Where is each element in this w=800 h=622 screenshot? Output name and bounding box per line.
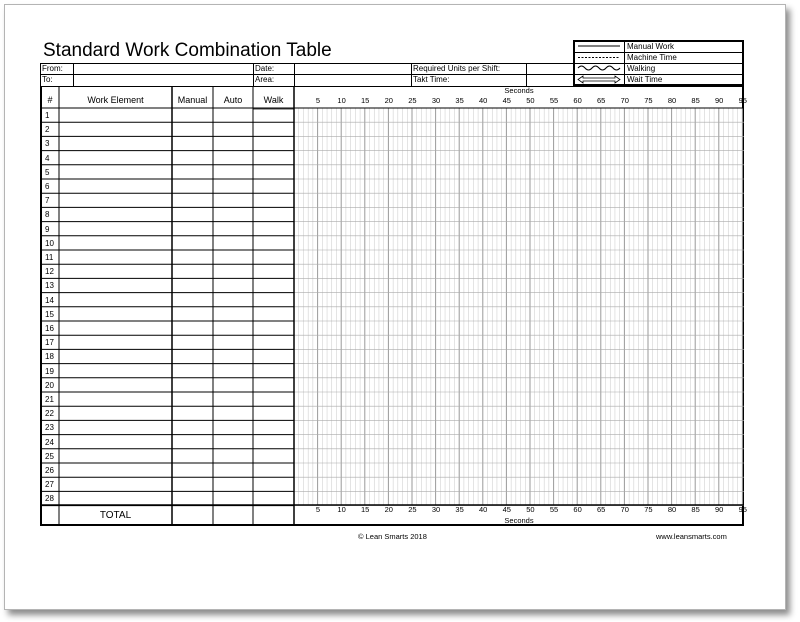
time-tick-label: 20 <box>384 96 393 105</box>
time-tick-label: 95 <box>738 96 747 105</box>
time-tick-label: 45 <box>502 96 511 105</box>
row-number: 26 <box>45 466 54 475</box>
time-tick-label: 55 <box>549 505 559 514</box>
total-label: TOTAL <box>99 510 132 521</box>
row-number: 13 <box>45 281 54 291</box>
legend-wait-time: Wait Time <box>627 75 663 84</box>
legend-walking: Walking <box>627 64 656 73</box>
time-tick-label: 50 <box>526 505 535 514</box>
row-number: 4 <box>45 153 50 163</box>
time-tick-label: 65 <box>597 96 606 105</box>
time-tick-label: 30 <box>431 505 441 514</box>
time-tick-label: 35 <box>455 96 464 105</box>
row-number: 8 <box>45 210 50 220</box>
row-number: 25 <box>45 451 54 461</box>
row-number: 10 <box>45 238 54 248</box>
row-number: 20 <box>45 380 54 390</box>
row-number: 9 <box>45 224 50 234</box>
legend-manual-work: Manual Work <box>627 42 674 51</box>
time-tick-label: 5 <box>315 96 321 105</box>
legend-machine-time: Machine Time <box>627 53 677 62</box>
time-tick-label: 60 <box>573 505 582 514</box>
row-number: 2 <box>45 125 50 135</box>
column-header-number: # <box>47 95 53 105</box>
row-number: 7 <box>45 196 50 206</box>
column-header-walk: Walk <box>263 95 284 105</box>
row-number: 14 <box>45 295 54 305</box>
row-number: 21 <box>45 395 54 404</box>
row-number: 15 <box>45 309 54 319</box>
time-tick-label: 80 <box>667 505 677 514</box>
time-tick-label: 85 <box>691 96 700 105</box>
footer-website[interactable]: www.leansmarts.com <box>656 532 727 541</box>
row-number: 16 <box>45 324 54 333</box>
row-number: 11 <box>45 253 54 262</box>
time-tick-label: 50 <box>526 96 535 105</box>
time-tick-label: 30 <box>431 96 441 105</box>
column-header-work-element: Work Element <box>87 95 144 105</box>
time-tick-label: 5 <box>315 505 321 514</box>
column-header-manual: Manual <box>177 95 208 105</box>
time-tick-label: 65 <box>597 505 606 514</box>
from-label: From: <box>42 64 63 73</box>
row-number: 22 <box>45 409 54 419</box>
time-tick-label: 15 <box>361 96 370 105</box>
date-label: Date: <box>255 64 275 73</box>
row-number: 12 <box>45 267 54 277</box>
time-tick-label: 10 <box>337 505 346 514</box>
row-number: 17 <box>45 338 54 348</box>
time-tick-label: 70 <box>620 96 629 105</box>
time-tick-label: 85 <box>691 505 700 514</box>
time-tick-label: 80 <box>667 96 677 105</box>
time-tick-label: 95 <box>738 505 747 514</box>
time-tick-label: 45 <box>502 505 511 514</box>
page-title: Standard Work Combination Table <box>43 40 332 61</box>
time-tick-label: 25 <box>408 96 417 105</box>
time-tick-label: 75 <box>644 96 653 105</box>
time-tick-label: 60 <box>573 96 582 105</box>
required-units-label: Required Units per Shift: <box>413 64 501 73</box>
time-tick-label: 40 <box>479 505 488 514</box>
time-tick-label: 70 <box>620 505 629 514</box>
row-number: 27 <box>45 480 54 490</box>
row-number: 19 <box>45 366 54 376</box>
row-number: 6 <box>45 182 50 191</box>
takt-time-label: Takt Time: <box>413 75 450 84</box>
time-tick-label: 10 <box>337 96 346 105</box>
row-number: 3 <box>45 139 50 149</box>
row-number: 28 <box>45 494 54 504</box>
footer-copyright: © Lean Smarts 2018 <box>358 532 427 541</box>
area-label: Area: <box>255 75 275 84</box>
seconds-label-top: Seconds <box>504 86 534 95</box>
time-tick-label: 75 <box>644 505 653 514</box>
time-tick-label: 90 <box>715 505 724 514</box>
time-tick-label: 40 <box>479 96 488 105</box>
time-tick-label: 25 <box>408 505 417 514</box>
time-tick-label: 15 <box>361 505 370 514</box>
time-tick-label: 20 <box>384 505 393 514</box>
row-number: 1 <box>45 111 50 120</box>
time-tick-label: 55 <box>549 96 559 105</box>
row-number: 5 <box>45 167 50 177</box>
column-header-auto: Auto <box>223 95 243 105</box>
to-label: To: <box>42 75 53 84</box>
seconds-label-bottom: Seconds <box>504 516 534 525</box>
row-number: 23 <box>45 423 54 433</box>
row-number: 24 <box>45 437 54 447</box>
time-tick-label: 90 <box>715 96 724 105</box>
row-number: 18 <box>45 352 54 362</box>
time-tick-label: 35 <box>455 505 464 514</box>
